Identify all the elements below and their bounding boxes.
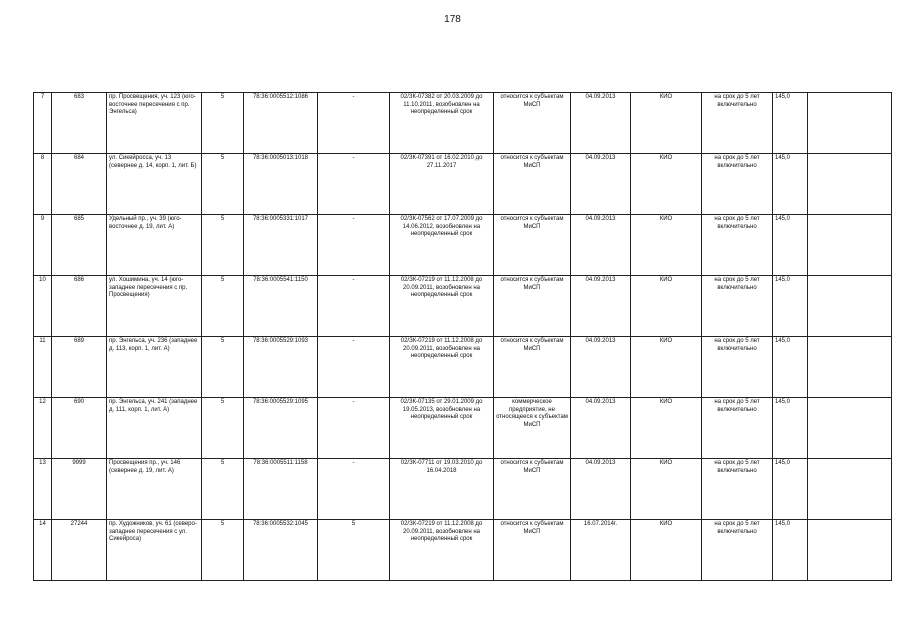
empty-cell bbox=[808, 276, 892, 337]
date-cell: 04.09.2013 bbox=[571, 459, 631, 520]
date-cell: 04.09.2013 bbox=[571, 154, 631, 215]
object-id: 9999 bbox=[52, 459, 107, 520]
extra-cell: - bbox=[318, 337, 390, 398]
cadastral-number: 78:36:0005541:1150 bbox=[244, 276, 318, 337]
organization-cell: КИО bbox=[631, 276, 702, 337]
extra-cell: - bbox=[318, 398, 390, 459]
address-cell: пр. Просвещения, уч. 123 (юго-восточнее пересечения с пр. Энгельса) bbox=[107, 93, 202, 154]
area-cell: 145,0 bbox=[773, 398, 808, 459]
contract-cell: 02/ЗК-07219 от 11.12.2008 до 20.09.2011, возобновлен на неопределенный срок bbox=[390, 337, 494, 398]
empty-cell bbox=[808, 215, 892, 276]
floor-cell: 5 bbox=[202, 337, 244, 398]
extra-cell: - bbox=[318, 215, 390, 276]
extra-cell: 5 bbox=[318, 520, 390, 581]
area-cell: 145,0 bbox=[773, 154, 808, 215]
contract-cell: 02/ЗК-07219 от 11.12.2008 до 20.09.2011, возобновлен на неопределенный срок bbox=[390, 520, 494, 581]
table-row bbox=[34, 337, 892, 398]
area-cell: 145,0 bbox=[773, 93, 808, 154]
area-cell: 145,0 bbox=[773, 276, 808, 337]
empty-cell bbox=[808, 337, 892, 398]
term-cell: на срок до 5 лет включительно bbox=[702, 215, 773, 276]
area-cell: 145,0 bbox=[773, 337, 808, 398]
subject-status: относится к субъектам МиСП bbox=[494, 276, 571, 337]
term-cell: на срок до 5 лет включительно bbox=[702, 154, 773, 215]
empty-cell bbox=[808, 93, 892, 154]
term-cell: на срок до 5 лет включительно bbox=[702, 459, 773, 520]
subject-status: относится к субъектам МиСП bbox=[494, 154, 571, 215]
term-cell: на срок до 5 лет включительно bbox=[702, 337, 773, 398]
contract-cell: 02/ЗК-07219 от 11.12.2008 до 20.09.2011, возобновлен на неопределенный срок bbox=[390, 276, 494, 337]
object-id: 690 bbox=[52, 398, 107, 459]
area-cell: 145,0 bbox=[773, 215, 808, 276]
floor-cell: 5 bbox=[202, 459, 244, 520]
address-cell: Просвещения пр., уч. 146 (севернее д. 19, лит. А) bbox=[107, 459, 202, 520]
cadastral-number: 78:36:0005512:1086 bbox=[244, 93, 318, 154]
extra-cell: - bbox=[318, 93, 390, 154]
floor-cell: 5 bbox=[202, 398, 244, 459]
area-cell: 145,0 bbox=[773, 520, 808, 581]
cadastral-number: 78:36:0005532:1045 bbox=[244, 520, 318, 581]
object-id: 683 bbox=[52, 93, 107, 154]
empty-cell bbox=[808, 520, 892, 581]
floor-cell: 5 bbox=[202, 154, 244, 215]
empty-cell bbox=[808, 154, 892, 215]
table-row bbox=[34, 398, 892, 459]
term-cell: на срок до 5 лет включительно bbox=[702, 520, 773, 581]
date-cell: 04.09.2013 bbox=[571, 93, 631, 154]
row-number: 14 bbox=[34, 520, 52, 581]
address-cell: пр. Художников, уч. 61 (северо-западнее пересечения с ул. Сикейроса) bbox=[107, 520, 202, 581]
contract-cell: 02/ЗК-07391 от 16.02.2010 до 27.11.2017 bbox=[390, 154, 494, 215]
date-cell: 04.09.2013 bbox=[571, 337, 631, 398]
subject-status: относится к субъектам МиСП bbox=[494, 337, 571, 398]
extra-cell: - bbox=[318, 459, 390, 520]
cadastral-number: 78:36:0005331:1017 bbox=[244, 215, 318, 276]
cadastral-number: 78:36:0005529:1093 bbox=[244, 337, 318, 398]
contract-cell: 02/ЗК-07135 от 29.01.2009 до 19.05.2013, возобновлен на неопределенный срок bbox=[390, 398, 494, 459]
floor-cell: 5 bbox=[202, 520, 244, 581]
date-cell: 04.09.2013 bbox=[571, 215, 631, 276]
cadastral-number: 78:36:0005013:1018 bbox=[244, 154, 318, 215]
table-row bbox=[34, 459, 892, 520]
table-row bbox=[34, 215, 892, 276]
table-row bbox=[34, 276, 892, 337]
row-number: 11 bbox=[34, 337, 52, 398]
extra-cell: - bbox=[318, 154, 390, 215]
floor-cell: 5 bbox=[202, 93, 244, 154]
contract-cell: 02/ЗК-07711 от 19.03.2010 до 16.04.2018 bbox=[390, 459, 494, 520]
floor-cell: 5 bbox=[202, 276, 244, 337]
organization-cell: КИО bbox=[631, 215, 702, 276]
date-cell: 16.07.2014г. bbox=[571, 520, 631, 581]
row-number: 10 bbox=[34, 276, 52, 337]
term-cell: на срок до 5 лет включительно bbox=[702, 93, 773, 154]
floor-cell: 5 bbox=[202, 215, 244, 276]
subject-status: коммерческое предприятие, не относящееся к субъектам МиСП bbox=[494, 398, 571, 459]
table-row bbox=[34, 520, 892, 581]
address-cell: Удельный пр., уч. 39 (юго-восточнее д. 19, лит. А) bbox=[107, 215, 202, 276]
term-cell: на срок до 5 лет включительно bbox=[702, 276, 773, 337]
subject-status: относится к субъектам МиСП bbox=[494, 459, 571, 520]
subject-status: относится к субъектам МиСП bbox=[494, 520, 571, 581]
empty-cell bbox=[808, 459, 892, 520]
cadastral-number: 78:36:0005511:1158 bbox=[244, 459, 318, 520]
row-number: 9 bbox=[34, 215, 52, 276]
organization-cell: КИО bbox=[631, 337, 702, 398]
organization-cell: КИО bbox=[631, 93, 702, 154]
object-id: 689 bbox=[52, 337, 107, 398]
object-id: 685 bbox=[52, 215, 107, 276]
organization-cell: КИО bbox=[631, 459, 702, 520]
object-id: 684 bbox=[52, 154, 107, 215]
object-id: 27244 bbox=[52, 520, 107, 581]
date-cell: 04.09.2013 bbox=[571, 398, 631, 459]
address-cell: ул. Хошимина, уч. 14 (юго-западнее пересечения с пр. Просвещения) bbox=[107, 276, 202, 337]
object-id: 686 bbox=[52, 276, 107, 337]
row-number: 7 bbox=[34, 93, 52, 154]
subject-status: относится к субъектам МиСП bbox=[494, 93, 571, 154]
organization-cell: КИО bbox=[631, 154, 702, 215]
organization-cell: КИО bbox=[631, 398, 702, 459]
page-number: 178 bbox=[444, 14, 461, 25]
row-number: 12 bbox=[34, 398, 52, 459]
address-cell: пр. Энгельса, уч. 241 (западнее д. 111, корп. 1, лит. А) bbox=[107, 398, 202, 459]
address-cell: пр. Энгельса, уч. 236 (западнее д. 113, корп. 1, лит. А) bbox=[107, 337, 202, 398]
term-cell: на срок до 5 лет включительно bbox=[702, 398, 773, 459]
table-row bbox=[34, 154, 892, 215]
address-cell: ул. Сикейросса, уч. 13 (севернее д. 14, корп. 1, лит. Б) bbox=[107, 154, 202, 215]
empty-cell bbox=[808, 398, 892, 459]
extra-cell: - bbox=[318, 276, 390, 337]
contract-cell: 02/ЗК-07562 от 17.07.2009 до 14.06.2012, возобновлен на неопределенный срок bbox=[390, 215, 494, 276]
table-row bbox=[34, 93, 892, 154]
date-cell: 04.09.2013 bbox=[571, 276, 631, 337]
subject-status: относится к субъектам МиСП bbox=[494, 215, 571, 276]
cadastral-number: 78:36:0005529:1095 bbox=[244, 398, 318, 459]
registry-table bbox=[33, 92, 892, 581]
area-cell: 145,0 bbox=[773, 459, 808, 520]
organization-cell: КИО bbox=[631, 520, 702, 581]
row-number: 13 bbox=[34, 459, 52, 520]
row-number: 8 bbox=[34, 154, 52, 215]
contract-cell: 02/ЗК-07382 от 20.03.2009 до 11.10.2011, возобновлен на неопределенный срок bbox=[390, 93, 494, 154]
